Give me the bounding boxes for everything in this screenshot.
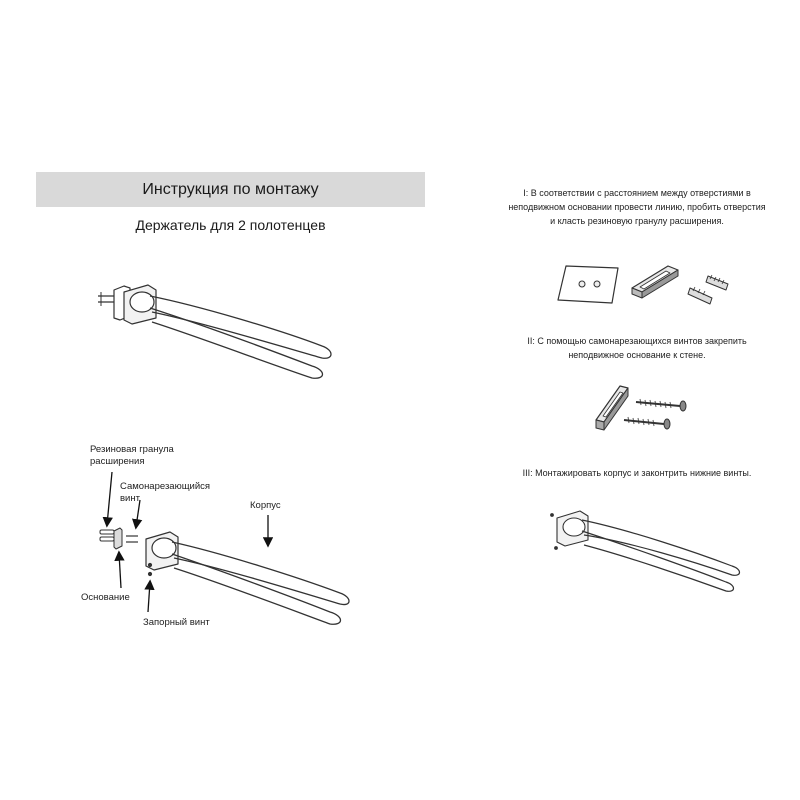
label-body: Корпус — [250, 500, 281, 511]
step-2-text: II: С помощью самонарезающихся винтов закрепить неподвижное основание к стене. — [527, 336, 747, 360]
base-plate-icon — [114, 528, 122, 549]
label-locking-screw: Запорный винт — [143, 617, 210, 628]
base-plate-icon — [596, 386, 628, 430]
label-rubber-plug: Резиновая гранула расширения — [90, 444, 174, 467]
exploded-view-drawing — [100, 528, 349, 624]
step-1-drawing — [558, 266, 728, 304]
step-1-text: I: В соответствии с расстоянием между отверстиями в неподвижном основании провести линию, пробить отверстия и класть резиновую гранулу расширения. — [508, 188, 766, 226]
label-base: Основание — [81, 592, 130, 603]
rubber-plug-icon — [100, 530, 114, 541]
towel-holder-overview-drawing — [98, 285, 331, 378]
page-title: Инструкция по монтажу — [142, 180, 319, 198]
step-3-drawing — [551, 511, 740, 591]
wall-marking-icon — [558, 266, 618, 303]
locking-screw-icon — [148, 563, 151, 566]
page-subtitle: Держатель для 2 полотенцев — [135, 217, 326, 233]
base-plate-icon — [632, 266, 678, 298]
self-tapping-screw-icon — [624, 399, 686, 429]
step-3-text: III: Монтажировать корпус и законтрить нижние винты. — [522, 468, 752, 478]
label-self-tapping-screw: Самонарезающийся винт — [120, 481, 211, 504]
step-2-drawing — [596, 386, 686, 430]
rubber-plug-icon — [688, 275, 728, 304]
self-tapping-screw-icon — [126, 536, 138, 542]
